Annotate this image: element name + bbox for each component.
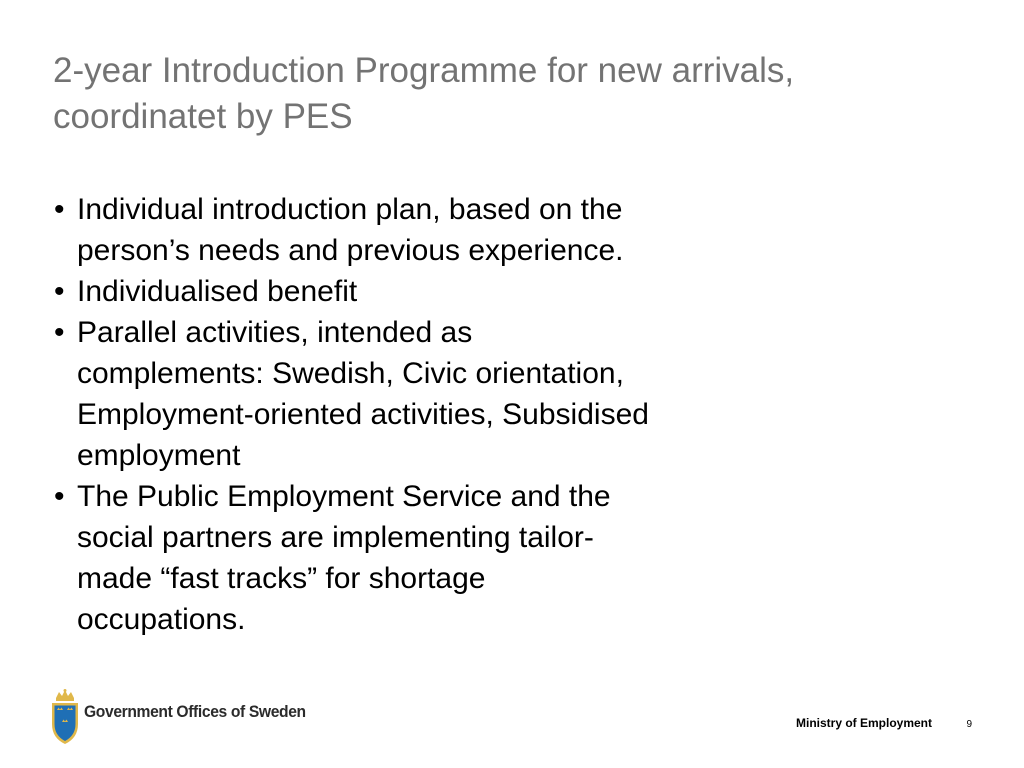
bullet-text: Parallel activities, intended as complements: Swedish, Civic orientation, Employment-oriented activities, Subsidised employment [77, 316, 649, 472]
bullet-marker: • [54, 480, 65, 513]
bullet-list [54, 189, 654, 640]
bullet-text: Individual introduction plan, based on the person’s needs and previous experience. [77, 193, 624, 267]
bullet-text: The Public Employment Service and the social partners are implementing tailor-made “fast tracks” for shortage occupations. [77, 480, 611, 636]
page-number: 9 [966, 719, 972, 730]
bullet-item [54, 312, 654, 476]
crown-crest-icon [50, 688, 80, 746]
bullet-item [54, 476, 654, 640]
logo-text: Government Offices of Sweden [84, 702, 306, 721]
government-logo [50, 688, 325, 746]
ministry-name: Ministry of Employment [795, 716, 932, 730]
slide-title: 2-year Introduction Programme for new arrivals, coordinatet by PES [53, 51, 795, 136]
bullet-marker: • [54, 316, 65, 349]
bullet-item [54, 189, 654, 271]
bullet-marker: • [54, 275, 65, 308]
bullet-marker: • [54, 193, 65, 226]
bullet-item [54, 271, 654, 312]
bullet-text: Individualised benefit [77, 275, 358, 308]
